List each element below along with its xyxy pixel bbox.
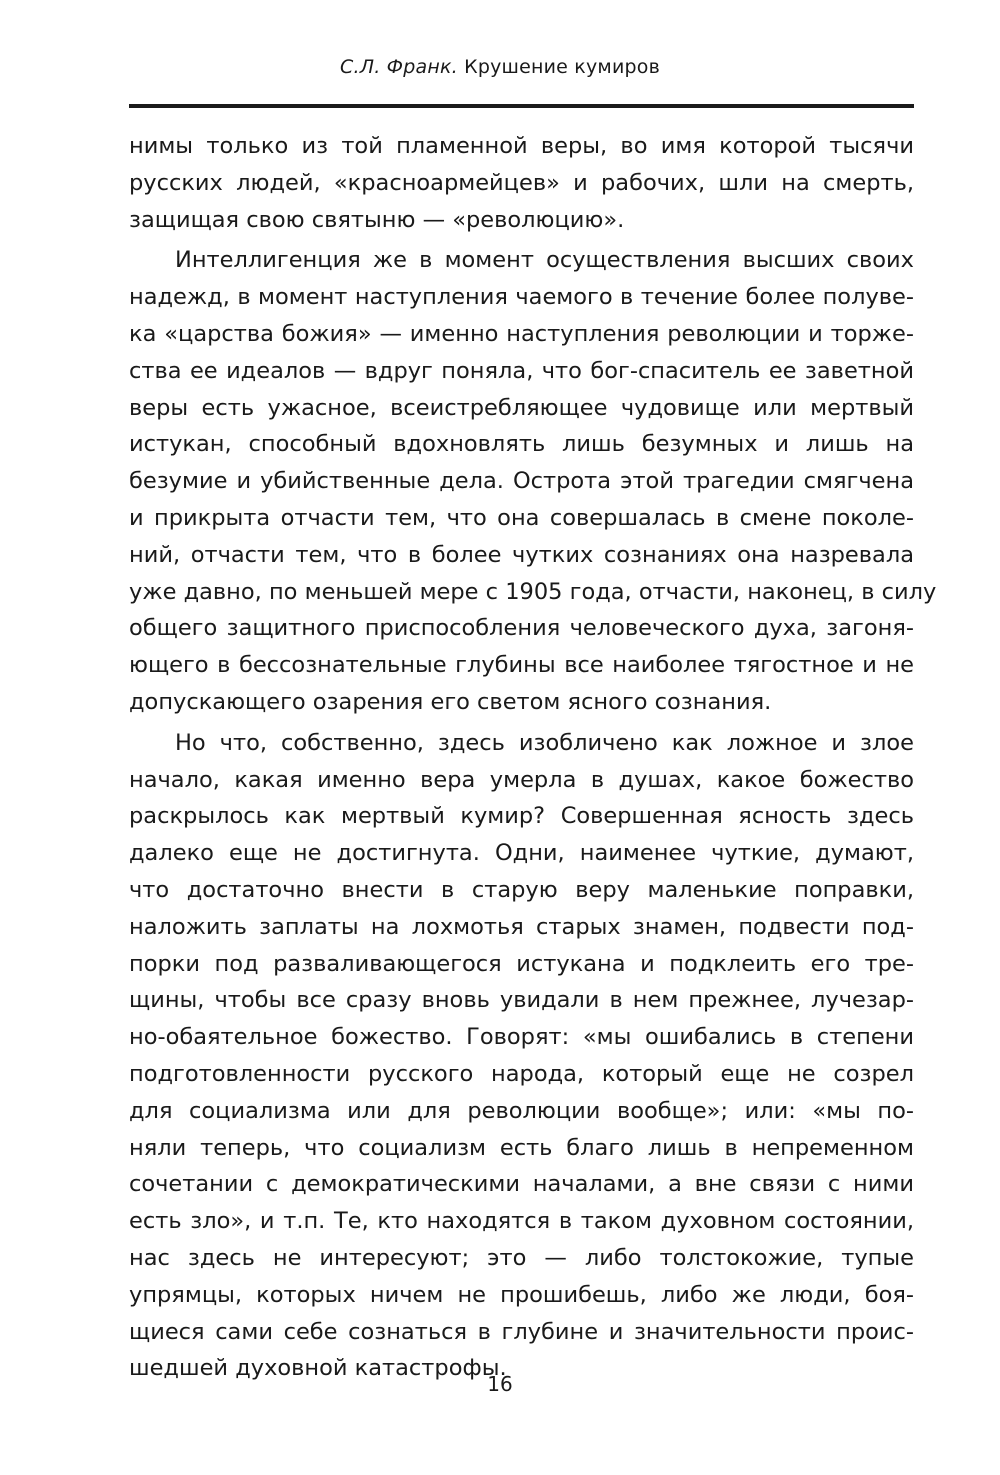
text-line: общего защитного приспособления человеческого духа, загоня-	[129, 615, 914, 642]
text-line: порки под разваливающегося истукана и подклеить его тре-	[129, 950, 914, 977]
text-line: Интеллигенция же в момент осуществления высших своих	[175, 247, 914, 274]
header-rule	[129, 104, 914, 108]
text-line: веры есть ужасное, всеистребляющее чудовище или мертвый	[129, 394, 914, 421]
running-head-author: С.Л. Франк.	[340, 56, 458, 78]
text-line: ства ее идеалов — вдруг поняла, что бог-спаситель ее заветной	[129, 357, 914, 384]
text-line: наложить заплаты на лохмотья старых знамен, подвести под-	[129, 913, 914, 940]
text-line: уже давно, по меньшей мере с 1905 года, отчасти, наконец, в силу	[129, 578, 937, 605]
text-line: щины, чтобы все сразу вновь увидали в нем прежнее, лучезар-	[129, 987, 914, 1014]
body-text	[129, 128, 937, 1387]
text-line: няли теперь, что социализм есть благо лишь в непременном	[129, 1134, 914, 1161]
text-line: что достаточно внести в старую веру маленькие поправки,	[129, 876, 914, 903]
text-line: надежд, в момент наступления чаемого в течение более полуве-	[129, 284, 914, 311]
text-line: безумие и убийственные дела. Острота этой трагедии смягчена	[129, 468, 914, 495]
text-line: раскрылось как мертвый кумир? Совершенная ясность здесь	[129, 803, 914, 830]
paragraph	[129, 725, 914, 1387]
text-line: есть зло», и т.п. Те, кто находятся в таком духовном состоянии,	[129, 1208, 914, 1235]
text-line: русских людей, «красноармейцев» и рабочих, шли на смерть,	[129, 169, 914, 196]
text-line: и прикрыта отчасти тем, что она совершалась в смене поколе-	[129, 504, 914, 531]
running-head-title: Крушение кумиров	[464, 56, 660, 78]
text-line: ющего в бессознательные глубины все наиболее тягостное и не	[129, 652, 914, 679]
page-number: 16	[487, 1372, 513, 1396]
text-line: Но что, собственно, здесь изобличено как ложное и злое	[175, 729, 914, 756]
text-line: подготовленности русского народа, который еще не созрел	[129, 1060, 914, 1087]
text-line: нимы только из той пламенной веры, во имя которой тысячи	[129, 133, 914, 159]
text-line: сочетании с демократическими началами, а вне связи с ними	[129, 1171, 914, 1198]
text-line: допускающего озарения его светом ясного сознания.	[129, 688, 772, 715]
paragraph	[129, 128, 914, 238]
text-line: но-обаятельное божество. Говорят: «мы ошибались в степени	[129, 1024, 914, 1051]
running-head	[0, 56, 1000, 78]
text-line: нас здесь не интересуют; это — либо толстокожие, тупые	[129, 1244, 914, 1271]
text-line: щиеся сами себе сознаться в глубине и значительности проис-	[129, 1318, 914, 1345]
text-line: для социализма или для революции вообще»; или: «мы по-	[129, 1097, 914, 1124]
text-line: начало, какая именно вера умерла в душах, какое божество	[129, 766, 914, 793]
text-line: ний, отчасти тем, что в более чутких сознаниях она назревала	[129, 541, 914, 568]
text-line: упрямцы, которых ничем не прошибешь, либо же люди, боя-	[129, 1281, 914, 1308]
text-line: ка «царства божия» — именно наступления революции и торже-	[129, 320, 914, 347]
text-line: шедшей духовной катастрофы.	[129, 1355, 507, 1382]
text-line: истукан, способный вдохновлять лишь безумных и лишь на	[129, 431, 914, 458]
paragraph	[129, 242, 937, 720]
text-line: защищая свою святыню — «революцию».	[129, 206, 625, 233]
text-line: далеко еще не достигнута. Одни, наименее чуткие, думают,	[129, 840, 914, 867]
